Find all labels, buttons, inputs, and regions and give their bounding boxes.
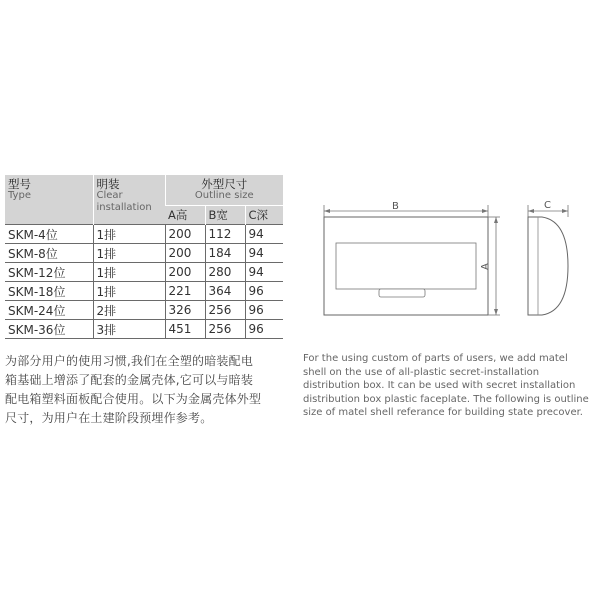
cell-a: 200 (165, 244, 205, 263)
table-row (5, 320, 283, 339)
table-row (5, 282, 283, 301)
description-en-line: distribution box. It can be used with secret installation (303, 380, 576, 391)
header-type (5, 175, 93, 225)
dimension-c (528, 200, 568, 217)
cell-type: SKM-36位 (5, 320, 93, 339)
cell-install: 1排 (93, 282, 165, 301)
header-type-en: Type (8, 190, 31, 201)
description-en-line: size of matel shell referance for building state precover. (303, 407, 583, 418)
header-col-a: A高 (165, 206, 205, 225)
description-cn (5, 352, 283, 428)
cell-b: 364 (205, 282, 245, 301)
cell-type: SKM-8位 (5, 244, 93, 263)
table-row (5, 263, 283, 282)
header-size-en: Outline size (194, 190, 254, 201)
cell-type: SKM-12位 (5, 263, 93, 282)
cell-b: 112 (205, 225, 245, 244)
table-row (5, 301, 283, 320)
spec-table (5, 175, 283, 339)
cell-b: 256 (205, 301, 245, 320)
description-cn-line: 尺寸，为用户在土建阶段预埋作参考。 (5, 411, 213, 425)
description-cn-line: 为部分用户的使用习惯,我们在全塑的暗装配电 (5, 354, 254, 368)
dimension-c-label: C (544, 200, 551, 211)
cell-a: 326 (165, 301, 205, 320)
cell-install: 1排 (93, 263, 165, 282)
header-install-en-2: installation (96, 202, 152, 213)
header-install-en-1: Clear (96, 190, 123, 201)
description-en-line: distribution box plastic faceplate. The following is outline (303, 393, 589, 405)
cell-type: SKM-4位 (5, 225, 93, 244)
outline-drawing (310, 195, 590, 325)
cell-b: 184 (205, 244, 245, 263)
description-cn-line: 箱基础上增添了配套的金属壳体,它可以与暗装 (5, 373, 254, 387)
header-outline-size (165, 175, 283, 206)
cell-a: 451 (165, 320, 205, 339)
cell-type: SKM-18位 (5, 282, 93, 301)
header-col-c: C深 (245, 206, 283, 225)
description-cn-line: 配电箱塑料面板配合使用。以下为金属壳体外型 (5, 392, 262, 406)
cell-c: 96 (245, 320, 283, 339)
table-row (5, 225, 283, 244)
description-en-line: For the using custom of parts of users, we add matel (303, 353, 568, 364)
cell-a: 200 (165, 225, 205, 244)
header-install (93, 175, 165, 225)
cell-install: 3排 (93, 320, 165, 339)
cell-c: 94 (245, 225, 283, 244)
cell-b: 280 (205, 263, 245, 282)
cell-c: 96 (245, 282, 283, 301)
dimension-b (324, 201, 488, 217)
dimension-a-label: A (480, 263, 491, 270)
table-row (5, 244, 283, 263)
header-install-cn: 明装 (96, 177, 120, 191)
cell-c: 94 (245, 263, 283, 282)
dimension-b-label: B (392, 201, 399, 212)
cell-c: 96 (245, 301, 283, 320)
cell-b: 256 (205, 320, 245, 339)
header-size-cn: 外型尺寸 (201, 177, 248, 191)
description-en (303, 352, 595, 420)
front-view (324, 217, 488, 315)
cell-c: 94 (245, 244, 283, 263)
cell-a: 221 (165, 282, 205, 301)
cell-install: 2排 (93, 301, 165, 320)
cell-install: 1排 (93, 225, 165, 244)
header-type-cn: 型号 (8, 177, 31, 191)
side-view (528, 217, 568, 315)
description-en-line: shell on the use of all-plastic secret-installation (303, 366, 540, 378)
cell-install: 1排 (93, 244, 165, 263)
header-col-b: B宽 (205, 206, 245, 225)
cell-type: SKM-24位 (5, 301, 93, 320)
cell-a: 200 (165, 263, 205, 282)
